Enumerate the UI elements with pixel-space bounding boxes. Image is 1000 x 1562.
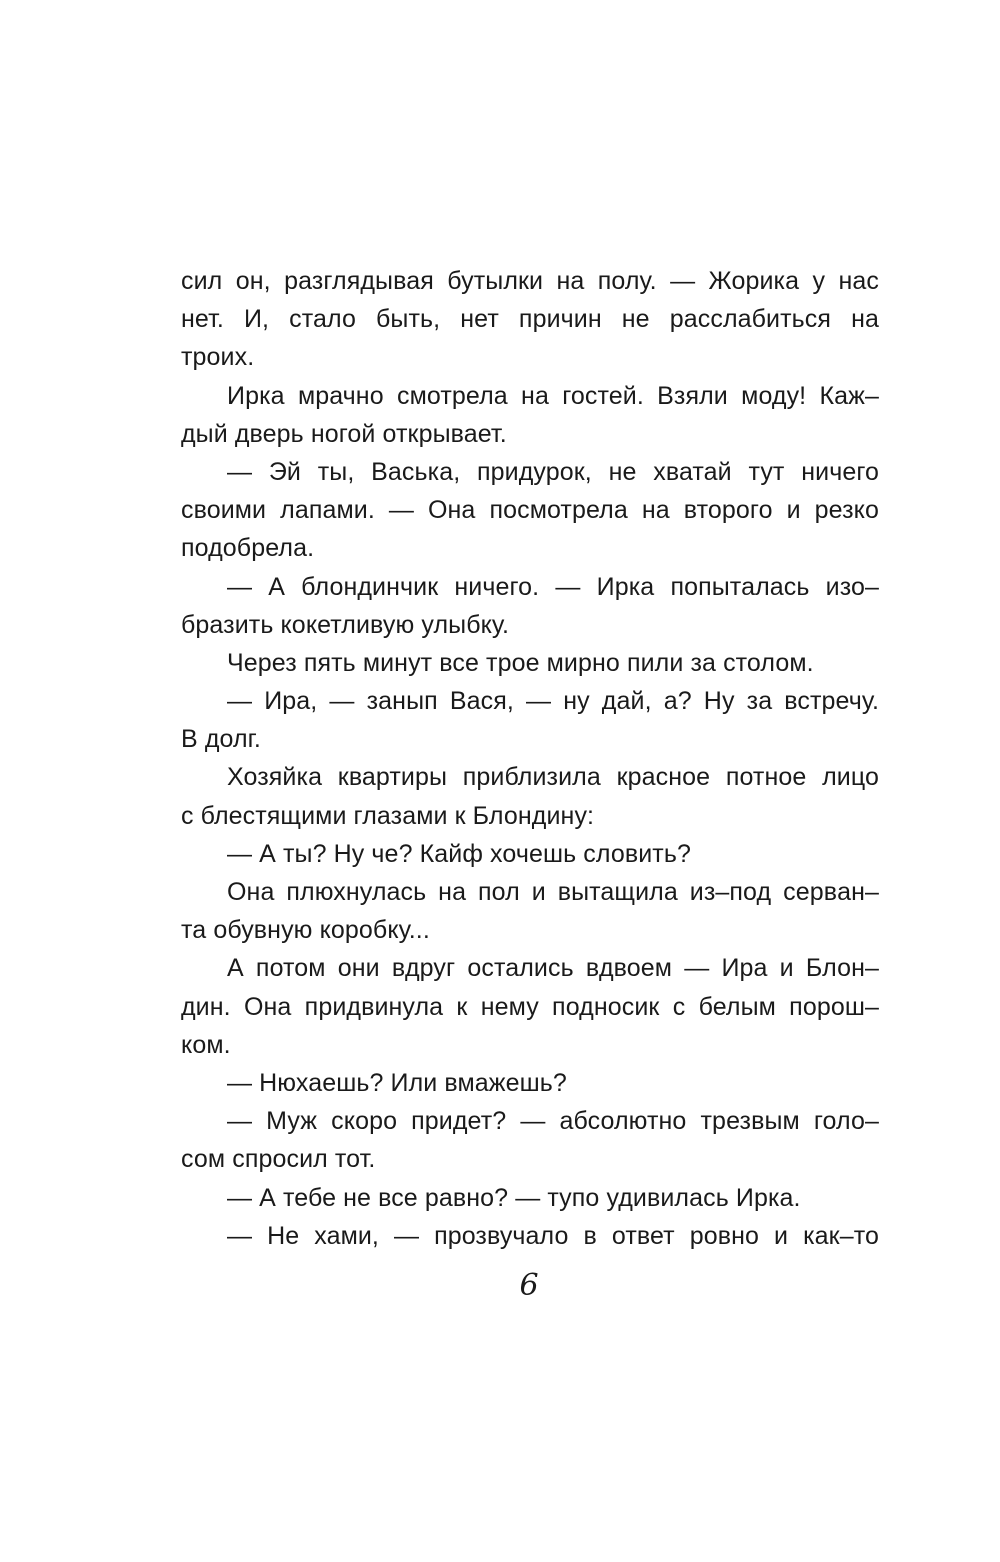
text-line: дый дверь ногой открывает. — [181, 419, 507, 448]
text-line: ком. — [181, 1030, 231, 1059]
text-line: та обувную коробку... — [181, 916, 430, 945]
text-line: Хозяйка квартиры приблизила красное потное лицо — [227, 763, 879, 792]
text-line: Она плюхнулась на пол и вытащила из–под сервaн– — [227, 878, 879, 906]
text-line: бразить кокетливую улыбку. — [181, 610, 510, 639]
text-line: своими лапами. — Она посмотрела на второго и резко — [181, 496, 879, 525]
text-line: троих. — [181, 343, 255, 372]
text-line: В долг. — [181, 725, 261, 754]
text-line: — А блондинчик ничего. — Ирка попыталась изо– — [227, 572, 879, 601]
body-text — [181, 262, 879, 1255]
text-line: — А тебе не все равно? — тупо удивилась Ирка. — [227, 1183, 801, 1212]
text-line: сил он, разглядывая бутылки на полу. — Жорика у нас — [181, 267, 879, 295]
text-line: — Муж скоро придет? — абсолютно трезвым голо– — [227, 1107, 879, 1136]
text-line: сом спросил тот. — [181, 1145, 376, 1174]
text-line: А потом они вдруг остались вдвоем — Ира и Блон– — [227, 954, 879, 983]
text-line: подобрела. — [181, 534, 315, 563]
text-line: — А ты? Ну че? Кайф хочешь словить? — [227, 839, 691, 868]
text-line: — Ира, — занып Вася, — ну дай, а? Ну за встречу. — [227, 687, 879, 716]
text-line: — Эй ты, Васька, придурок, не хватай тут ничего — [227, 457, 879, 486]
text-line: дин. Она придвинула к нему подносик с белым порош– — [181, 992, 879, 1021]
text-line: нет. И, стало быть, нет причин не расслабиться на — [181, 305, 879, 334]
text-line: Ирка мрачно смотрела на гостей. Взяли моду! Каж– — [227, 381, 879, 410]
text-line: с блестящими глазами к Блондину: — [181, 801, 595, 830]
text-line: — Нюхаешь? Или вмажешь? — [227, 1068, 567, 1097]
text-line: Через пять минут все трое мирно пили за столом. — [227, 648, 814, 677]
text-line: — Не хами, — прозвучало в ответ ровно и как–то — [227, 1221, 879, 1250]
page-number: 6 — [519, 1268, 539, 1303]
